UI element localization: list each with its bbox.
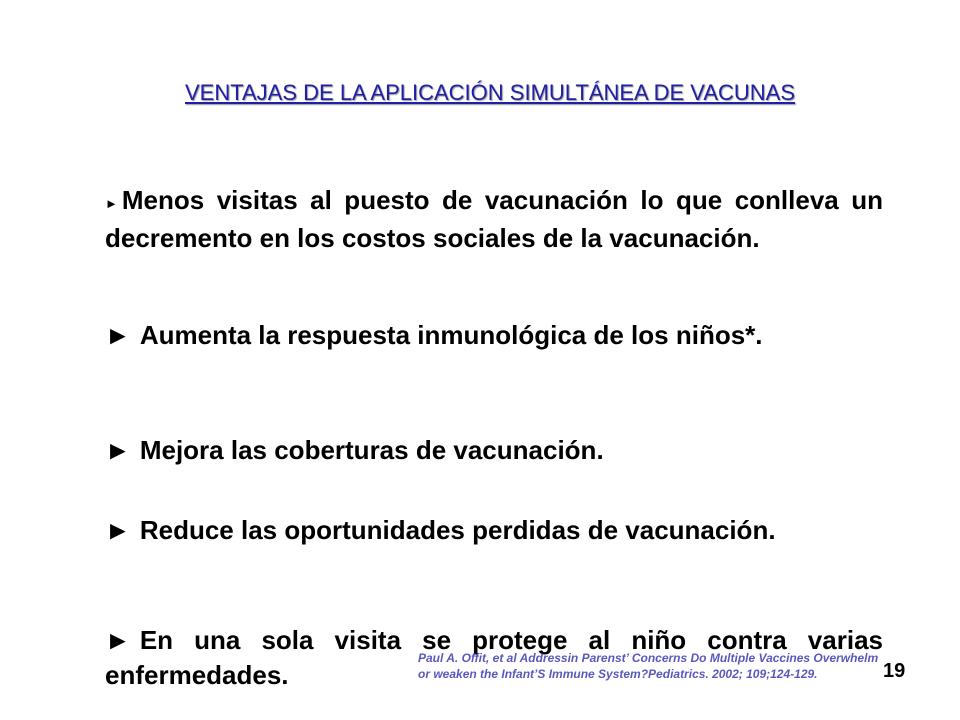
bullet-text: Menos visitas al puesto de vacunación lo que conlleva un decremento en los costos sociales de la vacunación. [105, 185, 883, 253]
citation-footnote: Paul A. Offit, et al Addressin Parenst’ Concerns Do Multiple Vaccines Overwhelm or weaken the Infant’S Immune System?Pediatrics. 2002; 109;124-129. [418, 651, 879, 681]
bullet-arrow-icon: ► [105, 515, 131, 545]
bullet-text: Mejora las coberturas de vacunación. [139, 435, 604, 465]
bullet-arrow-icon: ► [105, 435, 131, 465]
bullet-text: En una sola visita se protege al niño contra varias enfermedades. [105, 625, 883, 690]
bullet-item [105, 183, 883, 256]
bullet-arrow-icon: ► [105, 196, 118, 211]
bullet-arrow-icon: ► [105, 625, 131, 655]
bullet-item [105, 513, 883, 548]
slide-title: VENTAJAS DE LA APLICACIÓN SIMULTÁNEA DE VACUNAS [184, 80, 796, 105]
bullet-item [105, 433, 883, 468]
bullet-item [105, 318, 883, 353]
bullet-text: Aumenta la respuesta inmunológica de los niños*. [139, 320, 763, 350]
page-number: 19 [883, 660, 906, 682]
bullet-arrow-icon: ► [105, 320, 131, 350]
bullet-text: Reduce las oportunidades perdidas de vacunación. [139, 515, 776, 545]
